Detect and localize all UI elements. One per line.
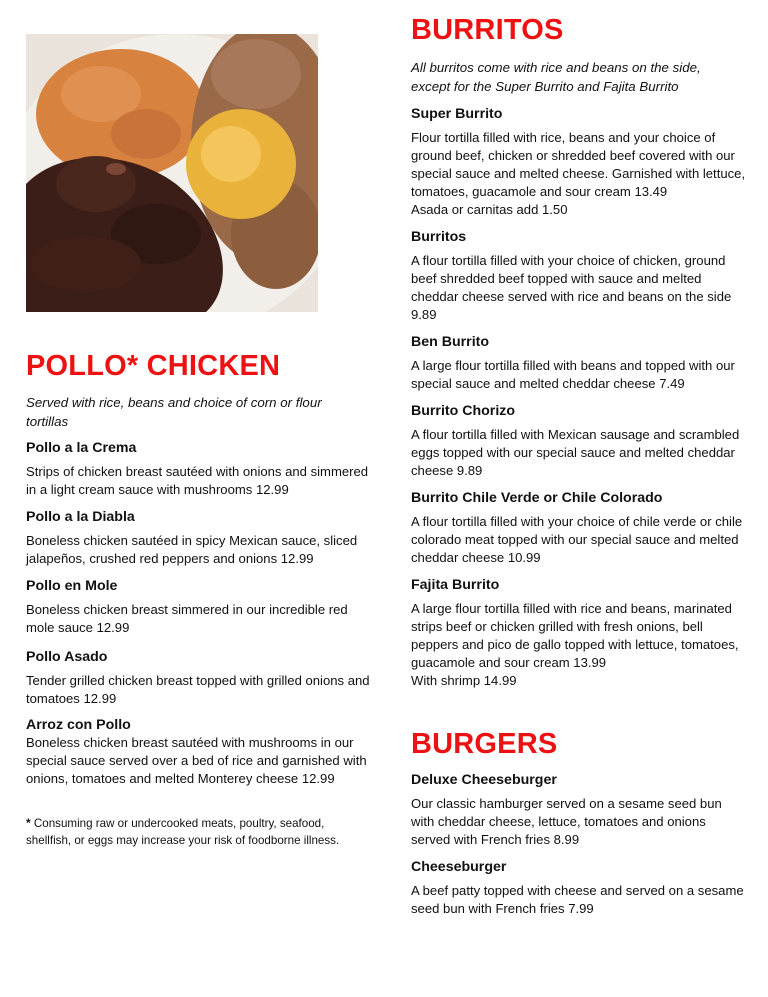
item-name: Pollo Asado [26,649,108,665]
item-name: Fajita Burrito [411,577,500,593]
note-text: Consuming raw or undercooked meats, poultry, seafood, shellfish, or eggs may increase your risk of foodborne illness. [26,817,340,847]
item-name: Ben Burrito [411,334,490,350]
menu-item [411,105,746,219]
item-extra: Asada or carnitas add 1.50 [411,202,568,217]
menu-item [26,439,371,499]
item-name: Super Burrito [411,106,503,122]
item-description: A beef patty topped with cheese and served on a sesame seed bun with French fries 7.99 [411,883,744,916]
food-plate-icon [26,34,318,312]
item-name: Pollo a la Crema [26,440,137,456]
menu-item [26,648,371,708]
item-name: Pollo a la Diabla [26,509,135,525]
item-extra: With shrimp 14.99 [411,673,517,688]
menu-item [411,402,746,480]
menu-item [411,228,746,324]
item-description: A large flour tortilla filled with rice and beans, marinated strips beef or chicken grilled with fresh onions, bell peppers and pico de gallo topped with lettuce, tomatoes, guacamole and sour cream 13.99 [411,601,739,670]
menu-item [411,576,746,690]
item-description: Boneless chicken breast simmered in our incredible red mole sauce 12.99 [26,602,348,635]
item-description: A flour tortilla filled with your choice of chicken, ground beef shredded beef topped with sauce and melted cheddar cheese served with rice and beans on the side 9.89 [411,253,732,322]
menu-item [26,716,371,788]
menu-item [411,858,746,918]
item-description: Boneless chicken sautéed in spicy Mexican sauce, sliced jalapeños, crushed red peppers and onions 12.99 [26,533,358,566]
item-description: Boneless chicken breast sautéed with mushrooms in our special sauce served over a bed of rice and garnished with onions, tomatoes and melted Monterey cheese 12.99 [26,735,367,786]
item-description: A large flour tortilla filled with beans and topped with our special sauce and melted cheddar cheese 7.49 [411,358,735,391]
pollo-section-title: POLLO* CHICKEN [26,350,281,382]
note-asterisk: * [26,816,31,830]
item-description: Flour tortilla filled with rice, beans and your choice of ground beef, chicken or shredded beef covered with our special sauce and melted cheese. Garnished with lettuce, tomatoes, guacamole and sour cream 13.49 [411,130,746,199]
food-plate-photo [26,34,318,312]
pollo-section-subtitle: Served with rice, beans and choice of corn or flour tortillas [26,395,322,429]
item-name: Pollo en Mole [26,578,118,594]
item-name: Deluxe Cheeseburger [411,772,557,788]
item-name: Burritos [411,229,467,245]
menu-item [26,508,371,568]
item-description: Strips of chicken breast sautéed with onions and simmered in a light cream sauce with mushrooms 12.99 [26,464,369,497]
item-name: Cheeseburger [411,859,507,875]
burgers-section-title: BURGERS [411,728,558,760]
menu-item [411,489,746,567]
burritos-section-subtitle: All burritos come with rice and beans on the side, except for the Super Burrito and Fajita Burrito [411,60,701,94]
item-name: Burrito Chile Verde or Chile Colorado [411,490,663,506]
menu-item [411,333,746,393]
item-description: A flour tortilla filled with your choice of chile verde or chile colorado meat topped with our special sauce and melted cheddar cheese 10.99 [411,514,743,565]
menu-item [411,771,746,849]
item-name: Arroz con Pollo [26,717,131,733]
item-name: Burrito Chorizo [411,403,516,419]
burritos-section-title: BURRITOS [411,14,564,46]
item-description: Tender grilled chicken breast topped with grilled onions and tomatoes 12.99 [26,673,370,706]
food-safety-note [26,815,371,849]
item-description: A flour tortilla filled with Mexican sausage and scrambled eggs topped with our special sauce and melted cheddar cheese 9.89 [411,427,740,478]
item-description: Our classic hamburger served on a sesame seed bun with cheddar cheese, lettuce, tomatoes and onions served with French fries 8.99 [411,796,722,847]
menu-item [26,577,371,637]
